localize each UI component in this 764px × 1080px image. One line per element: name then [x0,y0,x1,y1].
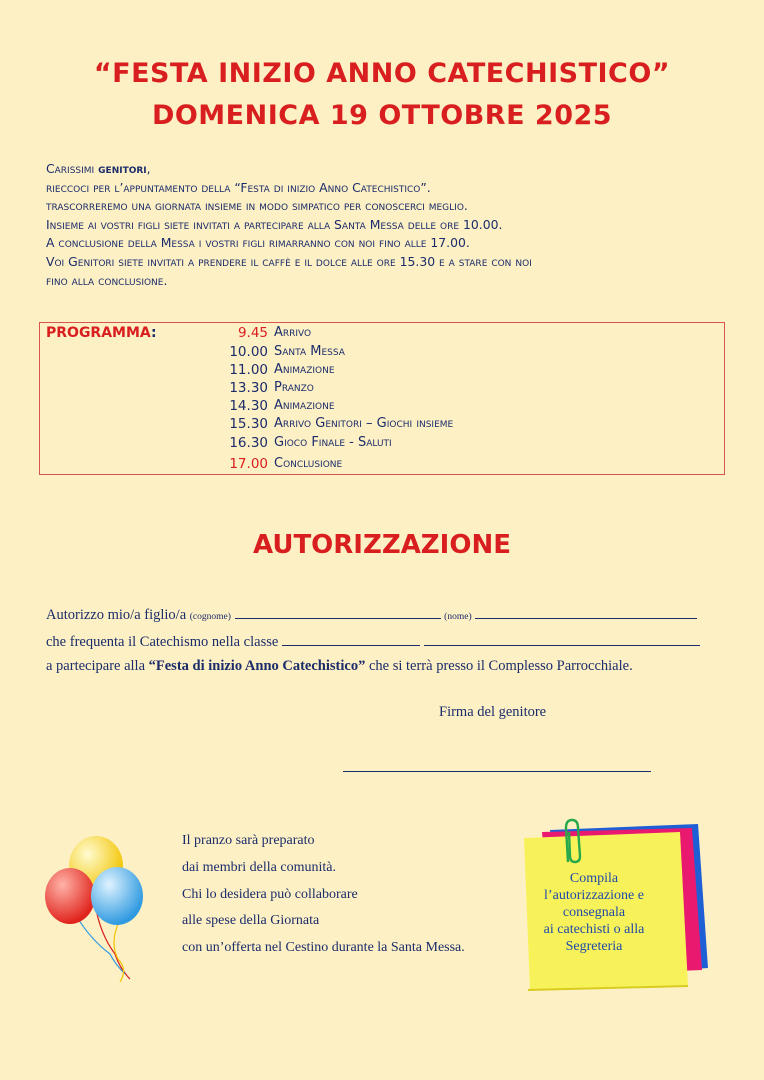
intro-line: A conclusione della Messa i vostri figli rimarranno con noi fino alle 17.00. [46,235,470,251]
sticky-note-text [532,870,656,955]
form-event-pre: a partecipare alla [46,658,149,674]
program-time: 13.30 [229,380,268,396]
lunch-line: con un’offerta nel Cestino durante la Santa Messa. [182,940,465,956]
form-line-event [46,658,633,675]
program-time: 10.00 [229,344,268,360]
program-label-text: PROGRAMMA [46,325,152,341]
class-field-extra[interactable] [424,633,700,646]
program-label [46,325,157,341]
authorization-title: AUTORIZZAZIONE [253,530,511,560]
form-event-name: “Festa di inizio Anno Catechistico” [148,658,366,674]
greeting-post: , [146,161,151,176]
greeting-bold: genitori [98,161,147,176]
program-time: 16.30 [229,435,268,451]
lunch-note [182,828,465,962]
note-line: Compila [569,871,619,886]
program-activity: Animazione [274,398,335,413]
lunch-line: Chi lo desidera può collaborare [182,886,358,902]
intro-line: Insieme ai vostri figli siete invitati a partecipare alla Santa Messa delle ore 10.00. [46,216,503,232]
greeting-line [46,160,736,179]
name-field[interactable] [475,606,697,619]
lunch-line: dai membri della comunità. [182,859,336,875]
intro-line: fino alla conclusione. [46,272,168,288]
note-line: l’autorizzazione e [544,888,644,903]
balloons-icon [40,834,150,984]
form-line-child-name [46,606,697,624]
event-title: “FESTA INIZIO ANNO CATECHISTICO” [93,58,671,89]
program-activity: Animazione [274,362,335,377]
event-date: DOMENICA 19 OTTOBRE 2025 [151,100,613,131]
intro-line: rieccoci per l’appuntamento della “Festa di inizio Anno Catechistico”. [46,179,431,195]
surname-label: (cognome) [189,612,231,622]
program-activity: Pranzo [274,380,314,395]
name-label: (nome) [444,612,472,622]
program-activity: Conclusione [274,456,343,471]
program-time: 15.30 [229,416,268,432]
form-event-post: che si terrà presso il Complesso Parrocchiale. [365,658,633,674]
class-field[interactable] [282,633,420,646]
program-time: 11.00 [229,362,268,378]
signature-label: Firma del genitore [439,704,547,720]
program-time: 17.00 [229,456,268,472]
program-activity: Santa Messa [274,344,345,359]
program-activity: Gioco Finale - Saluti [274,435,392,450]
form-label-child: Autorizzo mio/a figlio/a [46,607,190,623]
lunch-line: alle spese della Giornata [182,913,320,929]
note-line: Segreteria [565,939,623,954]
note-line: ai catechisti o alla [543,922,645,937]
program-activity: Arrivo Genitori – Giochi insieme [274,416,454,431]
program-colon: : [151,325,157,341]
lunch-line: Il pranzo sarà preparato [182,833,315,848]
intro-letter [46,160,736,290]
intro-line: Voi Genitori siete invitati a prendere il caffè e il dolce alle ore 15.30 e a stare con noi [46,253,532,269]
program-time: 9.45 [237,325,268,341]
note-line: consegnala [562,905,626,920]
form-label-class: che frequenta il Catechismo nella classe [46,634,282,650]
surname-field[interactable] [235,606,441,619]
greeting-pre: Carissimi [46,161,99,176]
intro-line: trascorreremo una giornata insieme in modo simpatico per conoscerci meglio. [46,198,468,214]
program-box [39,322,725,475]
signature-field[interactable] [343,771,651,772]
program-activity: Arrivo [274,325,312,340]
program-time: 14.30 [229,398,268,414]
form-line-class [46,633,700,651]
